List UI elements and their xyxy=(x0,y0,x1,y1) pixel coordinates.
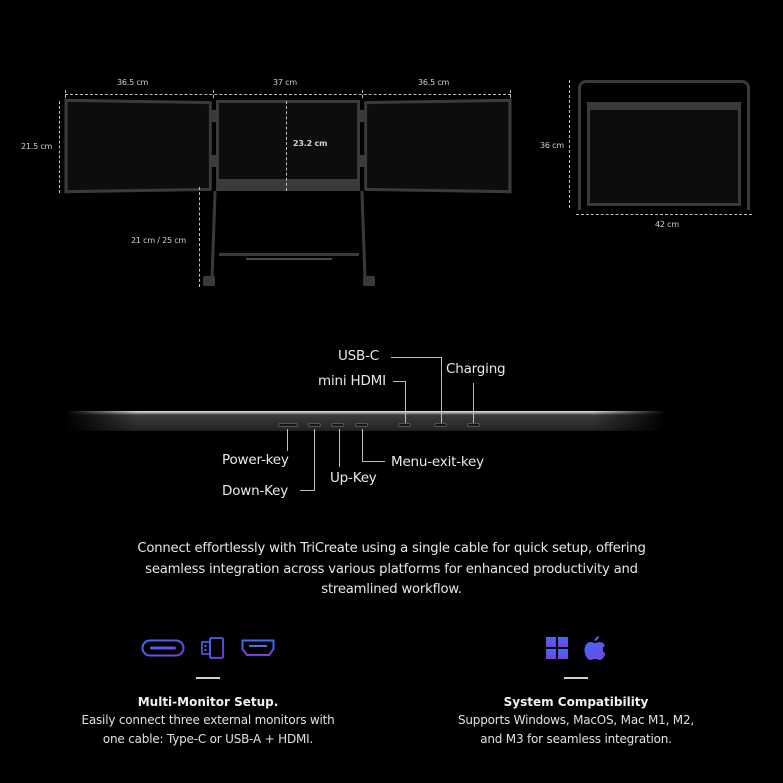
side-height-label: 21.5 cm xyxy=(21,142,53,151)
tick xyxy=(362,90,363,98)
apple-icon xyxy=(584,635,606,661)
menu-exit-key-button xyxy=(355,423,368,427)
left-screen xyxy=(64,99,211,193)
right-screen xyxy=(364,99,511,193)
stand-foot-right xyxy=(363,276,375,286)
monitor-edge xyxy=(66,411,666,431)
center-width-label: 37 cm xyxy=(273,78,297,87)
hdmi-port-icon xyxy=(241,639,275,657)
folded-height-label: 36 cm xyxy=(540,141,564,150)
power-key-label: Power-key xyxy=(222,452,289,468)
charging-port xyxy=(467,423,480,427)
leader-line xyxy=(473,383,474,423)
usb-c-label: USB-C xyxy=(338,348,380,364)
folded-height-line xyxy=(569,80,570,208)
folded-width-label: 42 cm xyxy=(655,220,679,229)
tick xyxy=(213,90,214,98)
feature-text: Supports Windows, MacOS, Mac M1, M2, xyxy=(457,713,695,727)
leader-line xyxy=(391,357,441,358)
divider xyxy=(564,677,588,679)
leader-line xyxy=(362,461,385,462)
leader-line xyxy=(405,381,406,423)
feature-text: Easily connect three external monitors with xyxy=(81,713,335,727)
stand-leg-left xyxy=(210,191,216,281)
left-width-label: 36.5 cm xyxy=(117,78,149,87)
stand-slot xyxy=(246,258,332,260)
up-key-button xyxy=(331,423,344,427)
center-height-line xyxy=(286,101,287,191)
center-height-label: 23.2 cm xyxy=(293,139,328,148)
leader-line xyxy=(287,429,288,451)
folded-screen xyxy=(587,102,741,206)
hinge xyxy=(359,110,365,122)
windows-icon xyxy=(546,637,568,659)
description-line: Connect effortlessly with TriCreate using a single cable for quick setup, offering xyxy=(137,541,646,556)
hinge xyxy=(359,155,365,167)
up-key-label: Up-Key xyxy=(330,470,377,486)
usb-c-port-icon xyxy=(141,639,185,657)
divider xyxy=(196,677,220,679)
feature-title: System Compatibility xyxy=(503,695,649,709)
description-line: seamless integration across various platforms for enhanced productivity and xyxy=(145,561,638,577)
leader-line xyxy=(362,429,363,462)
leader-line xyxy=(441,357,442,423)
feature-text: and M3 for seamless integration. xyxy=(480,732,672,746)
description-paragraph xyxy=(0,539,783,601)
leader-line xyxy=(300,490,315,491)
charging-label: Charging xyxy=(446,361,506,377)
stand-foot-left xyxy=(203,276,215,286)
stand-height-line xyxy=(199,187,200,287)
tick xyxy=(510,90,511,98)
hinge xyxy=(211,110,217,122)
mini-hdmi-port xyxy=(398,423,411,427)
down-key-button xyxy=(308,423,321,427)
stand-crossbar xyxy=(219,253,359,256)
menu-exit-key-label: Menu-exit-key xyxy=(391,454,484,470)
tick xyxy=(65,90,66,98)
down-key-label: Down-Key xyxy=(222,483,288,499)
usb-a-plug-icon xyxy=(201,637,225,659)
folded-width-line xyxy=(576,214,752,215)
right-width-label: 36.5 cm xyxy=(418,78,450,87)
side-height-line xyxy=(59,101,60,193)
feature-multi-monitor xyxy=(58,633,358,749)
power-key-button xyxy=(278,423,298,427)
stand-height-label: 21 cm / 25 cm xyxy=(131,236,187,245)
leader-line xyxy=(314,429,315,491)
description-line: streamlined workflow. xyxy=(321,582,462,597)
width-dimension-line xyxy=(65,94,511,95)
feature-title: Multi-Monitor Setup. xyxy=(137,695,279,709)
hinge xyxy=(211,155,217,167)
usb-c-port xyxy=(434,423,447,427)
leader-line xyxy=(339,429,340,467)
mini-hdmi-label: mini HDMI xyxy=(318,373,386,389)
feature-text: one cable: Type-C or USB-A + HDMI. xyxy=(102,732,314,746)
center-screen xyxy=(216,100,360,191)
feature-system-compatibility xyxy=(426,633,726,749)
stand-leg-right xyxy=(360,191,366,281)
